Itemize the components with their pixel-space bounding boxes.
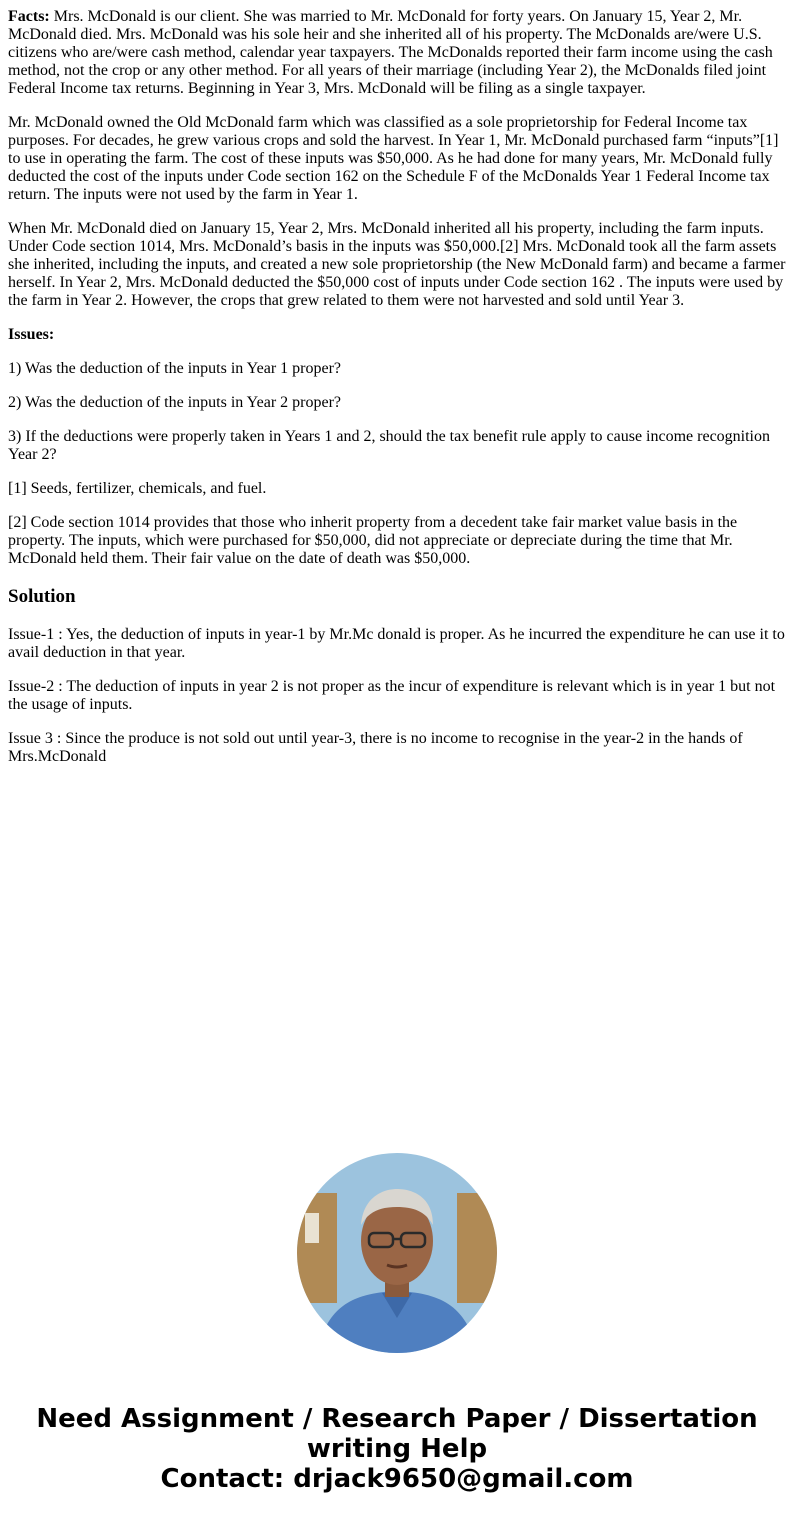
promo-banner (0, 1404, 794, 1494)
issue-item: 1) Was the deduction of the inputs in Year 1 proper? (8, 360, 342, 377)
footnote: [1] Seeds, fertilizer, chemicals, and fuel. (8, 480, 267, 497)
promo-line: Need Assignment / Research Paper / Dissertation (36, 1404, 758, 1434)
issue-item: 3) If the deductions were properly taken in Years 1 and 2, should the tax benefit rule apply to cause income recognition Year 2? (8, 428, 770, 463)
solution-item: Issue-1 : Yes, the deduction of inputs in year-1 by Mr.Mc donald is proper. As he incurred the expenditure he can use it to avail deduction in that year. (8, 626, 785, 661)
facts-label: Facts: (8, 8, 50, 25)
avatar-portrait-image (297, 1153, 497, 1353)
solution-item: Issue-2 : The deduction of inputs in year 2 is not proper as the incur of expenditure is relevant which is in year 1 but not the usage of inputs. (8, 678, 776, 713)
solution-heading: Solution (8, 586, 76, 607)
solution-item: Issue 3 : Since the produce is not sold out until year-3, there is no income to recognise in the year-2 in the hands of Mrs.McDonald (8, 730, 743, 765)
document-body (8, 8, 788, 782)
facts-paragraph (8, 8, 788, 98)
author-avatar (297, 1153, 497, 1353)
ownership-paragraph: Mr. McDonald owned the Old McDonald farm which was classified as a sole proprietorship for Federal Income tax purposes. For decades, he grew various crops and sold the harvest. In Year 1, Mr. McDonald purchased farm “inputs”[1] to use in operating the farm. The cost of these inputs was $50,000. As he had done for many years, Mr. McDonald fully deducted the cost of the inputs under Code section 162 on the Schedule F of the McDonalds Year 1 Federal Income tax return. The inputs were not used by the farm in Year 1. (8, 114, 779, 203)
footnote: [2] Code section 1014 provides that those who inherit property from a decedent take fair market value basis in the property. The inputs, which were purchased for $50,000, did not appreciate or depreciate during the time that Mr. McDonald held them. Their fair value on the date of death was $50,000. (8, 514, 738, 567)
facts-text: Mrs. McDonald is our client. She was married to Mr. McDonald for forty years. On January 15, Year 2, Mr. McDonald died. Mrs. McDonald was his sole heir and she inherited all of his property. The McDonalds are/were U.S. citizens who are/were cash method, calendar year taxpayers. The McDonalds reported their farm income using the cash method, not the crop or any other method. For all years of their marriage (including Year 2), the McDonalds filed joint Federal Income tax returns. Beginning in Year 3, Mrs. McDonald will be filing as a single taxpayer. (8, 8, 773, 97)
issue-item: 2) Was the deduction of the inputs in Year 2 proper? (8, 394, 342, 411)
issues-heading: Issues: (8, 326, 55, 343)
inheritance-paragraph: When Mr. McDonald died on January 15, Year 2, Mrs. McDonald inherited all his property, including the farm inputs. Under Code section 1014, Mrs. McDonald’s basis in the inputs was $50,000.[2] Mrs. McDonald took all the farm assets she inherited, including the inputs, and created a new sole proprietorship (the New McDonald farm) and became a farmer herself. In Year 2, Mrs. McDonald deducted the $50,000 cost of inputs under Code section 162 . The inputs were used by the farm in Year 2. However, the crops that grew related to them were not harvested and sold until Year 3. (8, 220, 786, 309)
promo-contact: Contact: drjack9650@gmail.com (160, 1464, 634, 1494)
promo-line: writing Help (306, 1434, 488, 1464)
